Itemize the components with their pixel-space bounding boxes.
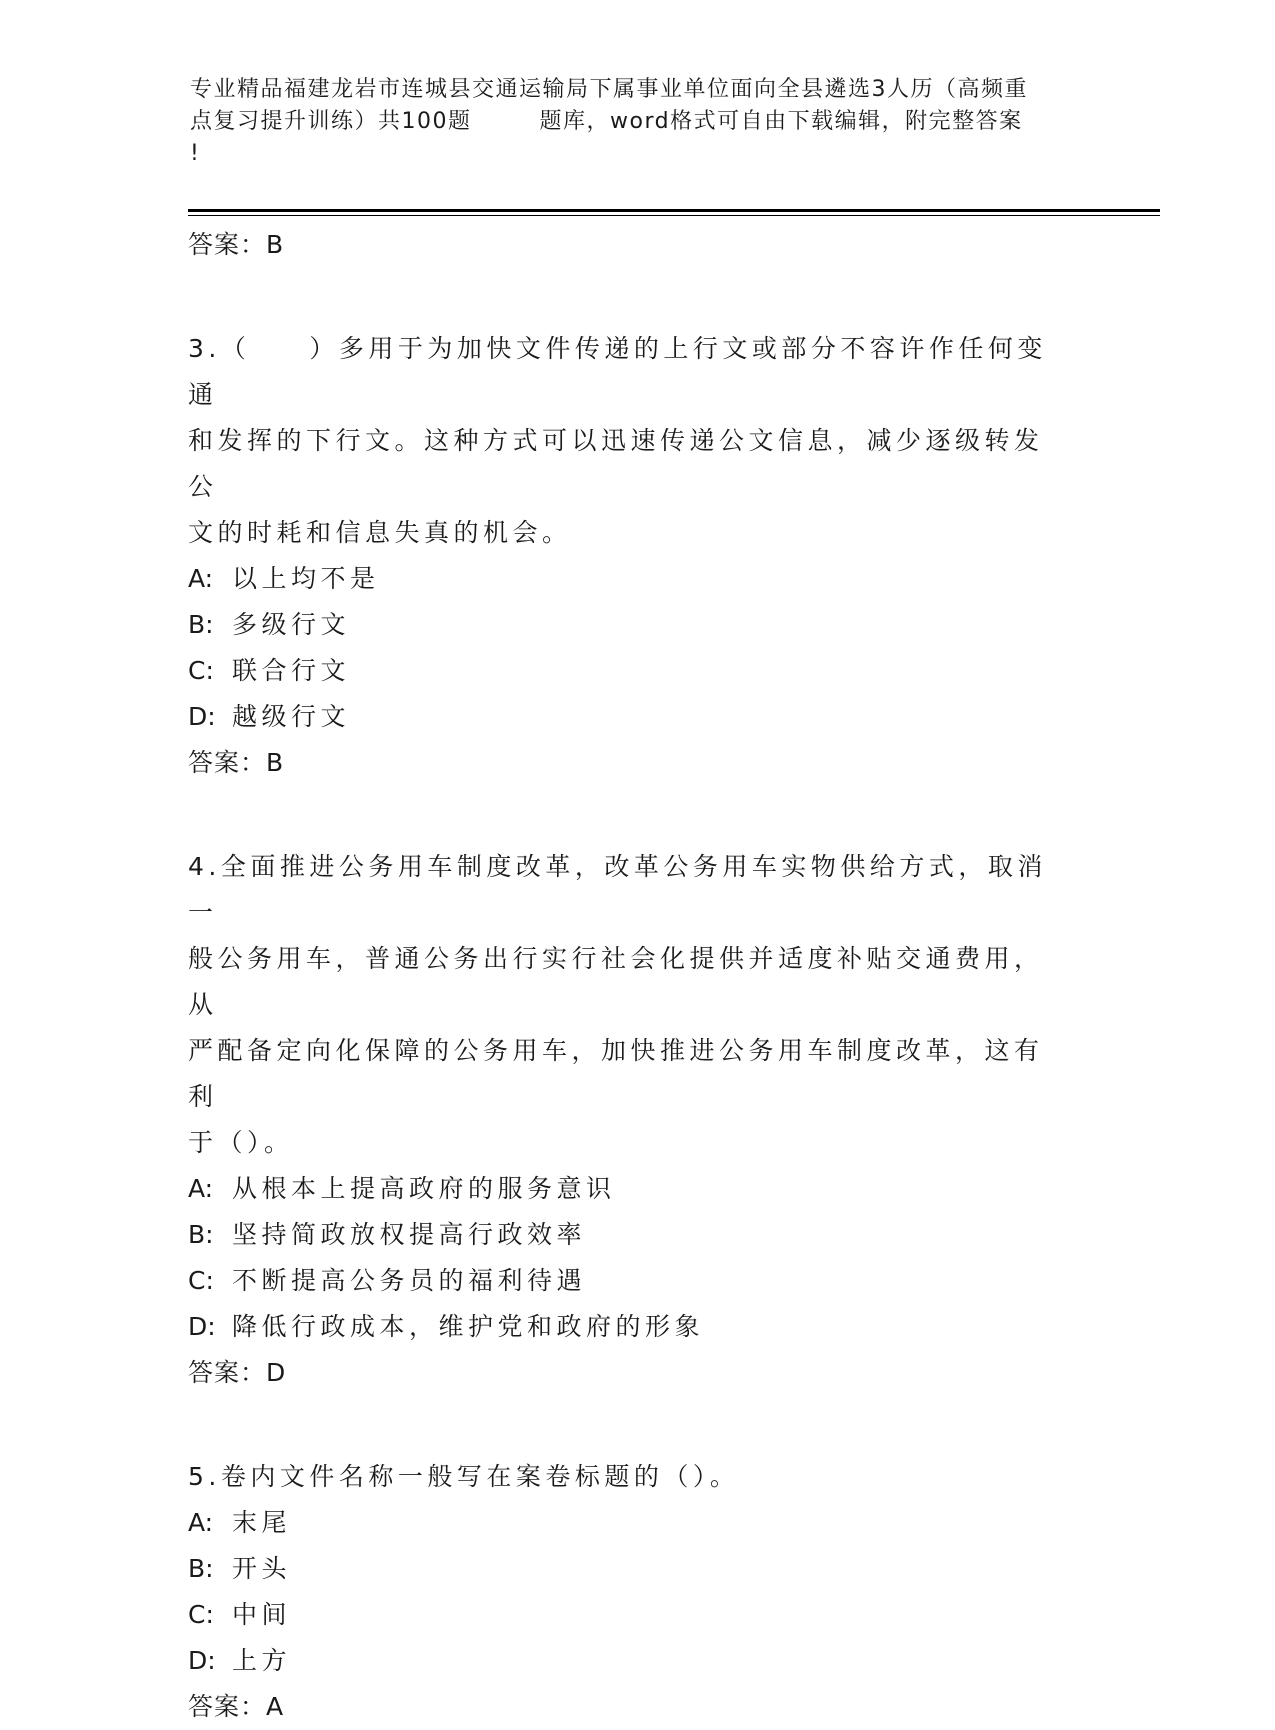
question-4-line-2: 般公务用车，普通公务出行实行社会化提供并适度补贴交通费用，从 xyxy=(188,944,1044,1019)
question-5-answer xyxy=(188,1684,1068,1730)
answer-label: 答案： xyxy=(188,1358,267,1387)
question-3 xyxy=(188,326,1068,786)
question-3-option-c: C: 联合行文 xyxy=(188,656,351,685)
answer-value: D xyxy=(266,1358,287,1387)
answer-value: B xyxy=(266,230,285,259)
question-4-option-a: A: 从根本上提高政府的服务意识 xyxy=(188,1174,616,1203)
question-4-answer xyxy=(188,1350,1068,1396)
question-3-answer xyxy=(188,740,1068,786)
question-4-option-b: B: 坚持简政放权提高行政效率 xyxy=(188,1220,587,1249)
answer-label: 答案： xyxy=(188,230,267,259)
question-3-option-a: A: 以上均不是 xyxy=(188,564,380,593)
question-4-line-1: 4.全面推进公务用车制度改革，改革公务用车实物供给方式，取消一 xyxy=(188,852,1047,927)
question-4-line-4: 于（）。 xyxy=(188,1128,294,1157)
header-rule-thick xyxy=(188,209,1160,212)
answer-value: B xyxy=(266,748,285,777)
question-3-line-1: 3.（ ）多用于为加快文件传递的上行文或部分不容许作任何变通 xyxy=(188,334,1047,409)
question-4-option-d: D: 降低行政成本，维护党和政府的形象 xyxy=(188,1312,705,1341)
document-header xyxy=(190,74,1100,170)
answer-value: A xyxy=(266,1692,285,1721)
question-5-option-c: C: 中间 xyxy=(188,1600,292,1629)
question-3-option-d: D: 越级行文 xyxy=(188,702,351,731)
header-line-3: ! xyxy=(190,141,201,166)
answer-label: 答案： xyxy=(188,748,267,777)
question-4-line-3: 严配备定向化保障的公务用车，加快推进公务用车制度改革，这有利 xyxy=(188,1036,1044,1111)
question-5-option-b: B: 开头 xyxy=(188,1554,292,1583)
question-4 xyxy=(188,844,1068,1396)
question-list xyxy=(188,222,1068,1730)
question-5 xyxy=(188,1454,1068,1730)
header-line-2-part-1: 点复习提升训练）共100题 xyxy=(190,109,472,134)
header-rule-thin xyxy=(188,215,1160,216)
header-line-1: 专业精品福建龙岩市连城县交通运输局下属事业单位面向全县遴选3人历（高频重 xyxy=(190,77,1028,102)
question-5-option-d: D: 上方 xyxy=(188,1646,292,1675)
previous-answer xyxy=(188,222,1068,268)
answer-label: 答案： xyxy=(188,1692,267,1721)
question-3-line-3: 文的时耗和信息失真的机会。 xyxy=(188,518,572,547)
header-line-2 xyxy=(190,106,1100,138)
question-3-line-2: 和发挥的下行文。这种方式可以迅速传递公文信息，减少逐级转发公 xyxy=(188,426,1044,501)
question-3-option-b: B: 多级行文 xyxy=(188,610,351,639)
question-4-option-c: C: 不断提高公务员的福利待遇 xyxy=(188,1266,587,1295)
question-5-line-1: 5.卷内文件名称一般写在案卷标题的（）。 xyxy=(188,1462,740,1491)
header-line-2-part-2: 题库，word格式可自由下载编辑，附完整答案 xyxy=(539,109,1023,134)
question-5-option-a: A: 末尾 xyxy=(188,1508,292,1537)
